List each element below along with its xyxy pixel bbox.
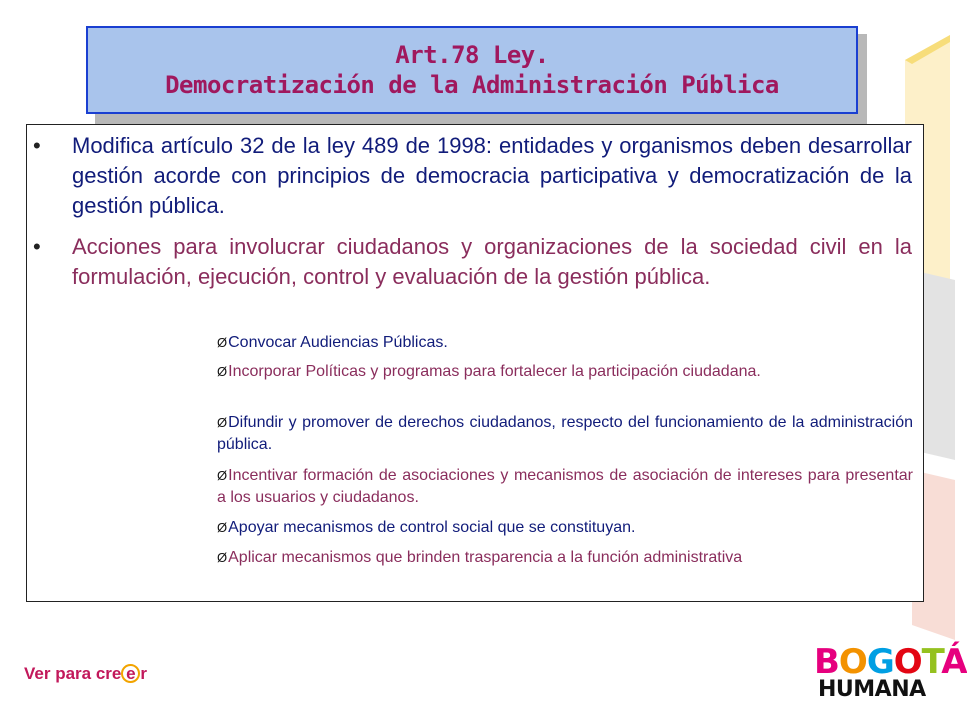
subitem-text: Incentivar formación de asociaciones y mecanismos de asociación de intereses para presentar a los usuarios y ciudadanos. [217,467,913,506]
arrow-bullet-icon: Ø [217,468,228,483]
logo-letter: T [921,642,942,682]
subitem-text: Convocar Audiencias Públicas. [228,334,448,351]
arrow-bullet-icon: Ø [217,415,228,430]
arrow-bullet-icon: Ø [217,335,228,350]
arrow-bullet-icon: Ø [217,520,228,535]
subitem-6 [217,547,913,569]
logo-letter: B [814,642,839,682]
subitem-4 [217,465,913,509]
title-line-2: Democratización de la Administración Pública [165,71,779,99]
logo-bottom-text: HUMANA [818,677,926,702]
subitem-3 [217,412,913,456]
bogota-humana-logo [814,642,967,705]
title-box [86,26,858,114]
subitem-text: Difundir y promover de derechos ciudadanos, respecto del funcionamiento de la administración pública. [217,414,913,453]
logo-letter: Á [941,642,967,682]
arrow-bullet-icon: Ø [217,550,228,565]
logo-letter: O [893,642,922,682]
subitem-text: Incorporar Políticas y programas para fortalecer la participación ciudadana. [228,363,761,380]
subitem-text: Apoyar mecanismos de control social que se constituyan. [228,519,636,536]
arrow-bullet-icon: Ø [217,364,228,379]
slogan-eye-icon: e [121,664,140,683]
subitem-2 [217,361,913,383]
slogan-part-2: r [140,664,147,683]
logo-letter: O [838,642,867,682]
bullet-text: Modifica artículo 32 de la ley 489 de 1998: entidades y organismos deben desarrollar gestión acorde con principios de democracia participativa y democratización de la gestión pública. [72,133,912,218]
bullet-marker: • [33,133,41,158]
bullet-marker: • [33,234,41,259]
slogan-part-1: Ver para cre [24,664,122,683]
logo-letter: G [866,642,894,682]
subitem-1 [217,332,913,354]
title-line-1: Art.78 Ley. [395,41,549,69]
footer-slogan [24,664,147,684]
content-box [26,124,924,602]
subitem-text: Aplicar mecanismos que brinden trasparencia a la función administrativa [228,549,743,566]
bullet-text: Acciones para involucrar ciudadanos y organizaciones de la sociedad civil en la formulación, ejecución, control y evaluación de la gestión pública. [72,234,912,289]
subitem-5 [217,517,913,539]
logo-top-text [814,642,967,682]
